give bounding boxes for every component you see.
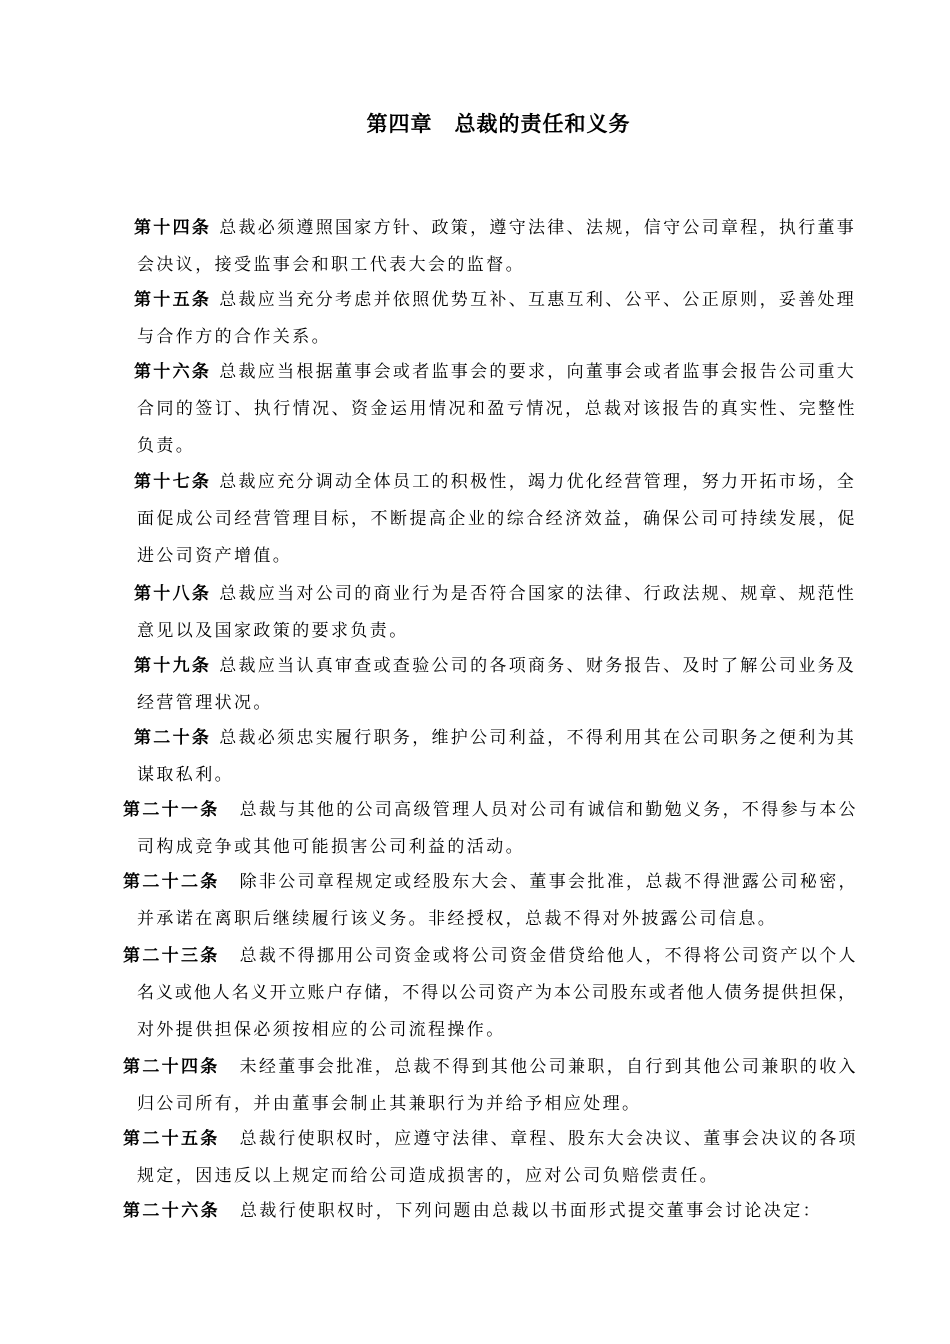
article-continuation-line: 与合作方的合作关系。 (137, 327, 331, 347)
article-text: 总裁与其他的公司高级管理人员对公司有诚信和勤勉义务，不得参与本公 (239, 800, 858, 820)
article-continuation-line: 谋取私利。 (137, 765, 234, 785)
article-text: 总裁不得挪用公司资金或将公司资金借贷给他人，不得将公司资产以个人 (239, 946, 858, 966)
article-continuation-line: 合同的签订、执行情况、资金运用情况和盈亏情况，总裁对该报告的真实性、完整性 (137, 399, 858, 419)
article-first-line (123, 1200, 822, 1222)
article-label: 第二十四条 (123, 1057, 220, 1077)
article-text: 总裁应当充分考虑并依照优势互补、互惠互利、公平、公正原则，妥善处理 (219, 290, 857, 310)
article-label: 第二十条 (134, 728, 212, 748)
article-continuation-line: 对外提供担保必须按相应的公司流程操作。 (137, 1020, 506, 1040)
article-first-line (134, 655, 856, 677)
article-continuation-line: 归公司所有，并由董事会制止其兼职行为并给予相应处理。 (137, 1094, 642, 1114)
article-text: 未经董事会批准，总裁不得到其他公司兼职，自行到其他公司兼职的收入 (239, 1057, 858, 1077)
article-label: 第十四条 (134, 218, 212, 238)
article-text: 总裁行使职权时，应遵守法律、章程、股东大会决议、董事会决议的各项 (239, 1129, 858, 1149)
article-first-line (134, 471, 856, 493)
article-text: 总裁应当对公司的商业行为是否符合国家的法律、行政法规、规章、规范性 (219, 584, 857, 604)
article-label: 第十五条 (134, 290, 212, 310)
article-label: 第十七条 (134, 472, 212, 492)
article-first-line (134, 361, 856, 383)
article-continuation-line: 进公司资产增值。 (137, 546, 293, 566)
article-text: 总裁必须忠实履行职务，维护公司利益，不得利用其在公司职务之便利为其 (219, 728, 857, 748)
article-text: 总裁应充分调动全体员工的积极性，竭力优化经营管理，努力开拓市场，全 (219, 472, 857, 492)
article-continuation-line: 规定，因违反以上规定而给公司造成损害的，应对公司负赔偿责任。 (137, 1166, 719, 1186)
article-continuation-line: 面促成公司经营管理目标，不断提高企业的综合经济效益，确保公司可持续发展，促 (137, 509, 858, 529)
article-first-line (123, 945, 858, 967)
article-label: 第十六条 (134, 362, 212, 382)
article-first-line (123, 1128, 858, 1150)
article-label: 第二十五条 (123, 1129, 220, 1149)
article-first-line (123, 799, 858, 821)
article-text: 总裁必须遵照国家方针、政策，遵守法律、法规，信守公司章程，执行董事 (219, 218, 857, 238)
article-label: 第二十二条 (123, 872, 220, 892)
article-continuation-line: 并承诺在离职后继续履行该义务。非经授权，总裁不得对外披露公司信息。 (137, 909, 778, 929)
article-continuation-line: 经营管理状况。 (137, 693, 273, 713)
article-continuation-line: 意见以及国家政策的要求负责。 (137, 621, 409, 641)
article-text: 总裁行使职权时，下列问题由总裁以书面形式提交董事会讨论决定： (240, 1201, 822, 1221)
article-continuation-line: 司构成竞争或其他可能损害公司利益的活动。 (137, 837, 525, 857)
article-label: 第十九条 (134, 656, 212, 676)
article-first-line (134, 289, 856, 311)
article-first-line (134, 217, 856, 239)
article-continuation-line: 负责。 (137, 436, 196, 456)
article-label: 第二十六条 (123, 1201, 220, 1221)
article-text: 总裁应当认真审查或查验公司的各项商务、财务报告、及时了解公司业务及 (219, 656, 857, 676)
article-first-line (134, 583, 856, 605)
article-continuation-line: 会决议，接受监事会和职工代表大会的监督。 (137, 255, 525, 275)
article-text: 总裁应当根据董事会或者监事会的要求，向董事会或者监事会报告公司重大 (219, 362, 857, 382)
article-label: 第二十一条 (123, 800, 220, 820)
article-first-line (123, 1056, 858, 1078)
article-text: 除非公司章程规定或经股东大会、董事会批准，总裁不得泄露公司秘密， (239, 872, 858, 892)
article-first-line (123, 871, 858, 893)
article-first-line (134, 727, 856, 749)
article-label: 第二十三条 (123, 946, 220, 966)
article-label: 第十八条 (134, 584, 212, 604)
article-continuation-line: 名义或他人名义开立账户存储，不得以公司资产为本公司股东或者他人债务提供担保， (137, 983, 858, 1003)
chapter-title: 第四章 总裁的责任和义务 (366, 112, 631, 136)
